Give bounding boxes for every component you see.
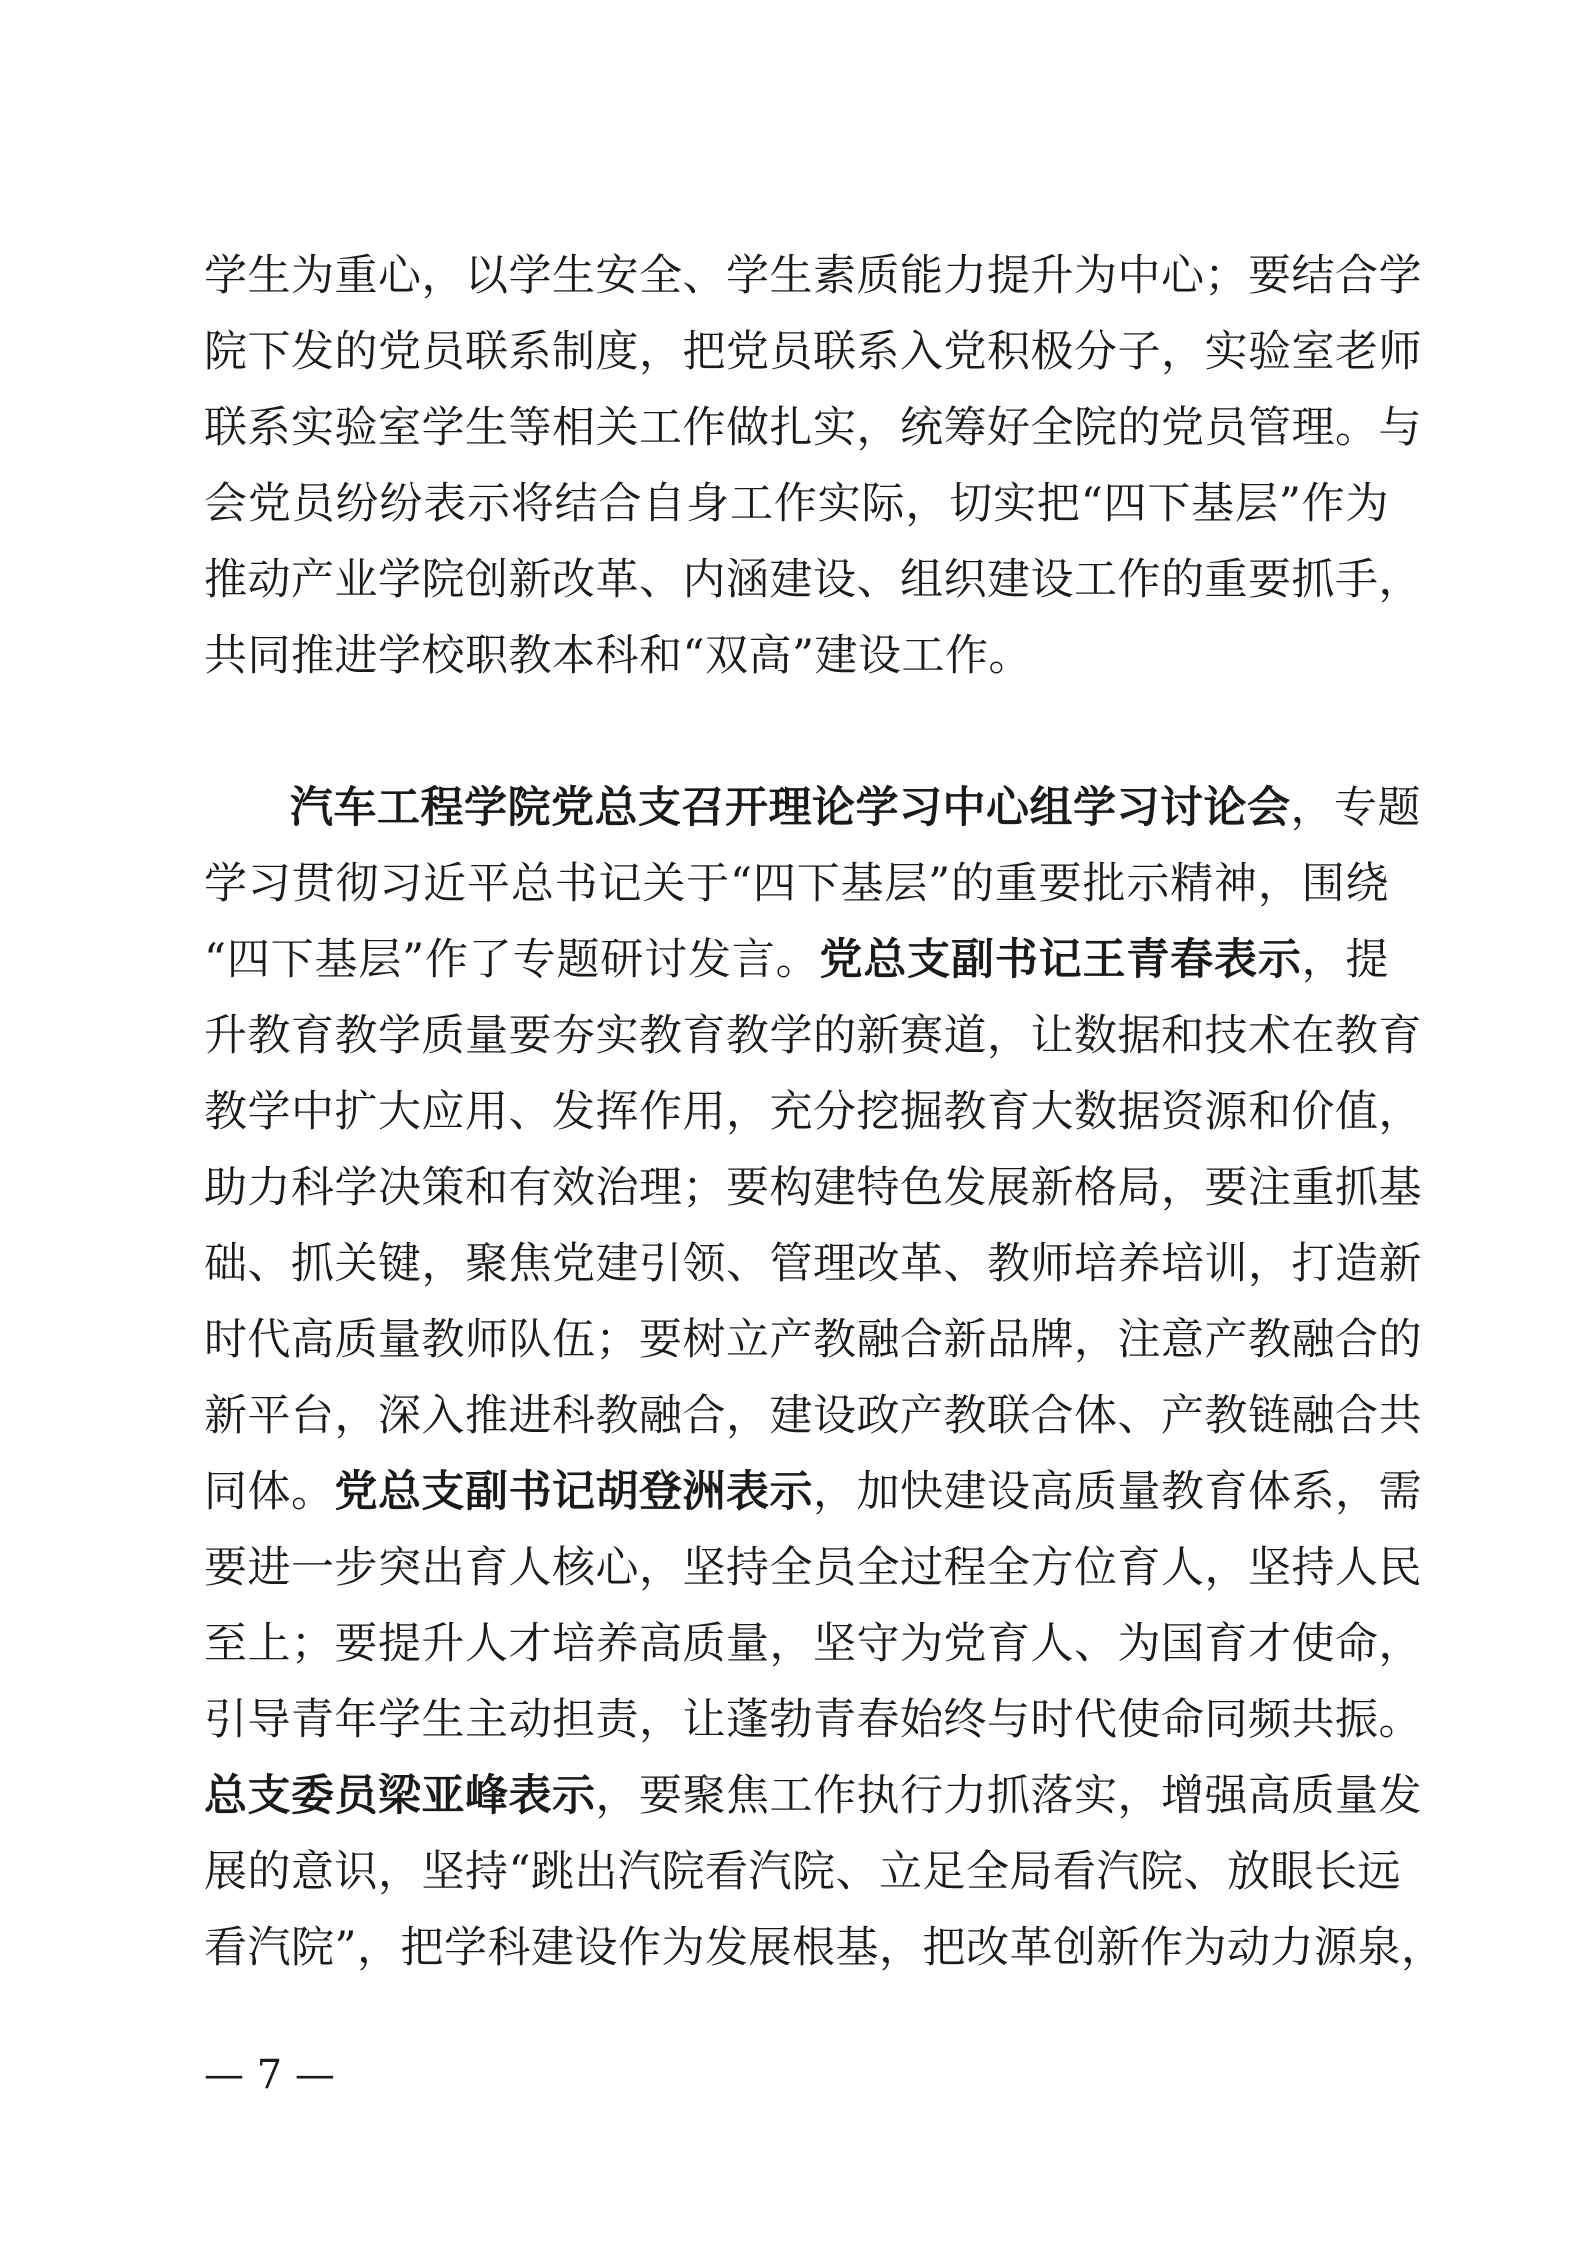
paragraph-2-line-1-rest: ，专题: [1290, 783, 1421, 833]
paragraph-2-line-10-rest: ，加快建设高质量教育体系，需: [813, 1467, 1422, 1517]
paragraph-2-line-9: 新平台，深入推进科教融合，建设政产教联合体、产教链融合共: [204, 1391, 1422, 1441]
paragraph-2-line-2: 学习贯彻习近平总书记关于“四下基层”的重要批示精神，围绕: [204, 859, 1389, 909]
paragraph-1-line-5: 推动产业学院创新改革、内涵建设、组织建设工作的重要抓手，: [204, 555, 1422, 605]
paragraph-2-line-3-rest: ，提: [1301, 935, 1390, 985]
paragraph-2-line-13: 引导青年学生主动担责，让蓬勃青春始终与时代使命同频共振。: [204, 1695, 1422, 1745]
paragraph-2-line-3-pre: “四下基层”作了专题研讨发言。: [204, 935, 820, 985]
paragraph-2-line-7: 础、抓关键，聚焦党建引领、管理改革、教师培养培训，打造新: [204, 1239, 1422, 1289]
paragraph-2-line-14-rest: ，要聚焦工作执行力抓落实，增强高质量发: [595, 1771, 1422, 1821]
paragraph-1-line-6: 共同推进学校职教本科和“双高”建设工作。: [204, 631, 1032, 681]
speaker-liang-yafeng: 总支委员梁亚峰表示: [204, 1771, 596, 1821]
paragraph-2-line-8: 时代高质量教师队伍；要树立产教融合新品牌，注意产教融合的: [204, 1315, 1422, 1365]
paragraph-2-line-1: [290, 778, 1421, 838]
page-number: — 7 —: [204, 2052, 335, 2098]
paragraph-2-line-14: [204, 1766, 1422, 1826]
paragraph-2-line-10-pre: 同体。: [204, 1467, 335, 1517]
paragraph-2-line-15: 展的意识，坚持“跳出汽院看汽院、立足全局看汽院、放眼长远: [204, 1847, 1401, 1897]
paragraph-1-line-1: 学生为重心，以学生安全、学生素质能力提升为中心；要结合学: [204, 251, 1422, 301]
paragraph-2-line-10: [204, 1462, 1422, 1522]
paragraph-1-line-4: 会党员纷纷表示将结合自身工作实际，切实把“四下基层”作为: [204, 479, 1389, 529]
paragraph-2-line-16: 看汽院”，把学科建设作为发展根基，把改革创新作为动力源泉，: [204, 1923, 1445, 1973]
paragraph-2-line-5: 教学中扩大应用、发挥作用，充分挖掘教育大数据资源和价值，: [204, 1087, 1422, 1137]
heading-phrase: 汽车工程学院党总支召开理论学习中心组学习讨论会: [290, 783, 1291, 833]
paragraph-2-line-4: 升教育教学质量要夯实教育教学的新赛道，让数据和技术在教育: [204, 1011, 1422, 1061]
speaker-wang-qingchun: 党总支副书记王青春表示: [819, 935, 1302, 985]
paragraph-2-line-12: 至上；要提升人才培养高质量，坚守为党育人、为国育才使命，: [204, 1619, 1422, 1669]
paragraph-1-line-3: 联系实验室学生等相关工作做扎实，统筹好全院的党员管理。与: [204, 403, 1422, 453]
paragraph-2-line-3: [204, 930, 1389, 990]
paragraph-2-line-6: 助力科学决策和有效治理；要构建特色发展新格局，要注重抓基: [204, 1163, 1422, 1213]
paragraph-2-line-11: 要进一步突出育人核心，坚持全员全过程全方位育人，坚持人民: [204, 1543, 1422, 1593]
paragraph-1-line-2: 院下发的党员联系制度，把党员联系入党积极分子，实验室老师: [204, 327, 1422, 377]
speaker-hu-dengzhou: 党总支副书记胡登洲表示: [334, 1467, 813, 1517]
